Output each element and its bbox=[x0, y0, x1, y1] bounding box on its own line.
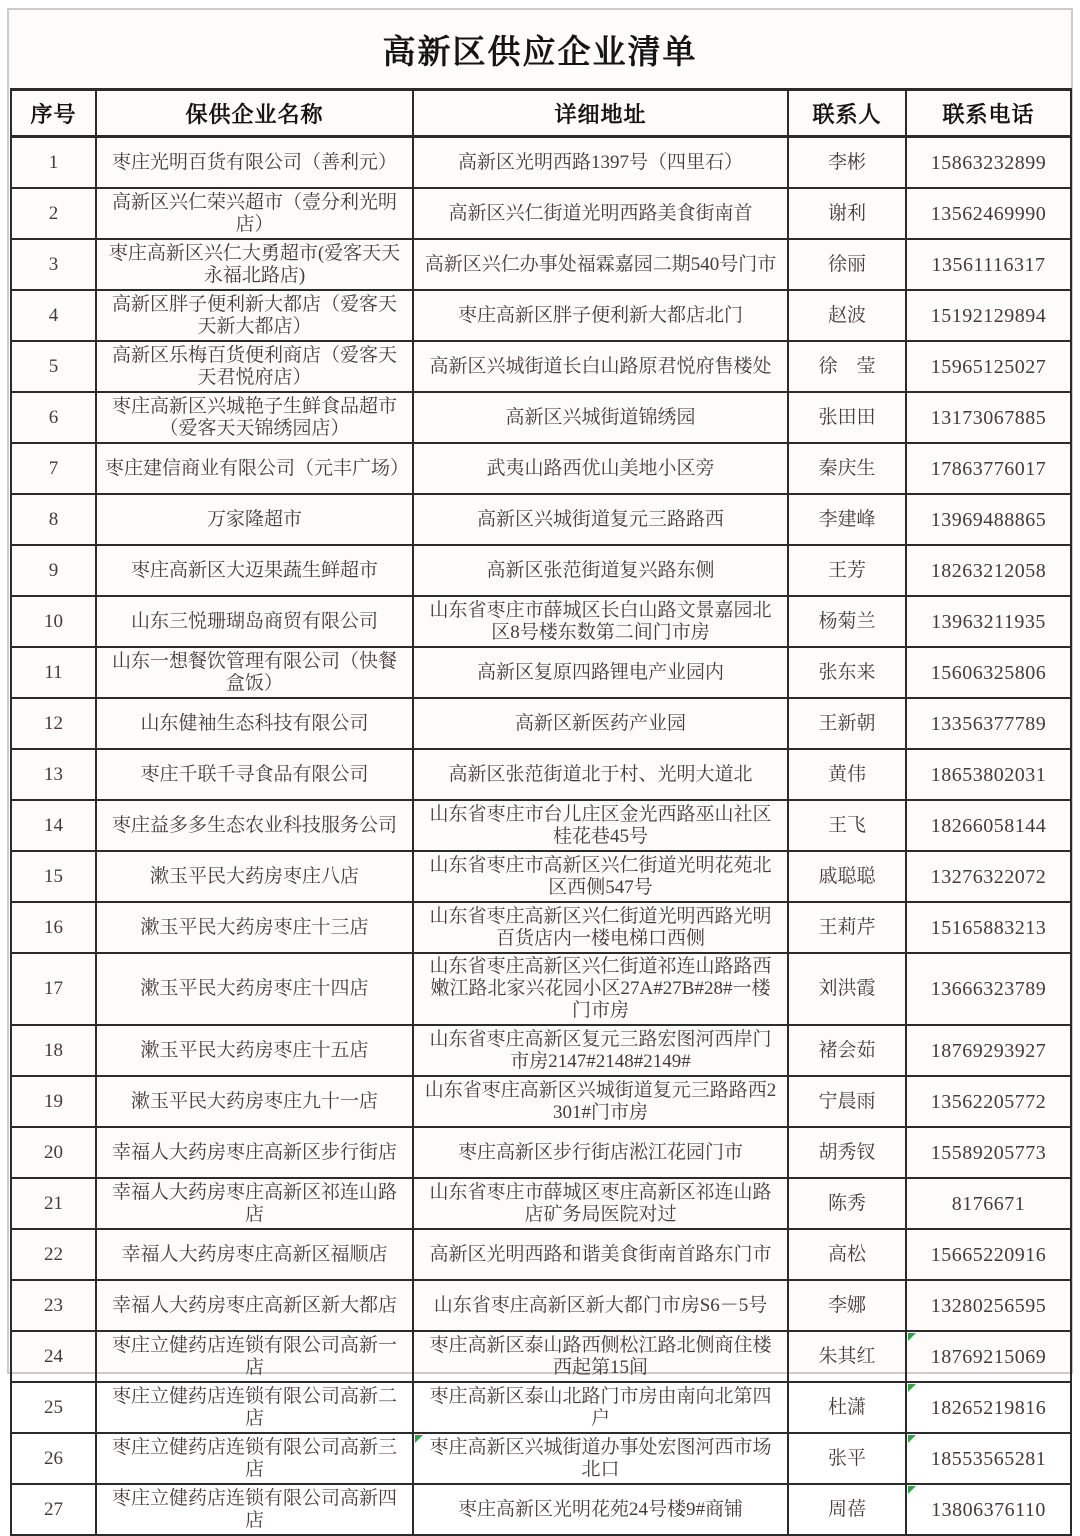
company-address-cell: 高新区新医药产业园 bbox=[413, 698, 788, 749]
contact-phone-cell: 15665220916 bbox=[906, 1229, 1071, 1280]
contact-person-cell: 周蓓 bbox=[788, 1484, 906, 1535]
table-row bbox=[11, 545, 1071, 596]
company-name-cell: 高新区兴仁荣兴超市（壹分利光明店） bbox=[96, 188, 413, 239]
company-name-cell: 枣庄立健药店连锁有限公司高新四店 bbox=[96, 1484, 413, 1535]
row-serial-number: 8 bbox=[11, 494, 96, 545]
contact-phone-cell: 18653802031 bbox=[906, 749, 1071, 800]
row-serial-number: 27 bbox=[11, 1484, 96, 1535]
contact-phone-cell: 13969488865 bbox=[906, 494, 1071, 545]
company-address-cell: 枣庄高新区泰山路西侧松江路北侧商住楼西起第15间 bbox=[413, 1331, 788, 1382]
company-name-cell: 枣庄益多多生态农业科技服务公司 bbox=[96, 800, 413, 851]
table-row bbox=[11, 851, 1071, 902]
header-contact-person: 联系人 bbox=[788, 90, 906, 137]
row-serial-number: 12 bbox=[11, 698, 96, 749]
row-serial-number: 6 bbox=[11, 392, 96, 443]
contact-person-cell: 王新朝 bbox=[788, 698, 906, 749]
row-serial-number: 14 bbox=[11, 800, 96, 851]
row-serial-number: 4 bbox=[11, 290, 96, 341]
excel-error-mark bbox=[415, 1435, 423, 1443]
contact-phone-cell: 13173067885 bbox=[906, 392, 1071, 443]
table-row bbox=[11, 1127, 1071, 1178]
contact-phone-cell: 15863232899 bbox=[906, 137, 1071, 189]
table-row bbox=[11, 1484, 1071, 1535]
excel-error-mark bbox=[908, 1486, 916, 1494]
contact-person-cell: 张东来 bbox=[788, 647, 906, 698]
company-name-cell: 漱玉平民大药房枣庄八店 bbox=[96, 851, 413, 902]
company-address-cell: 山东省枣庄市薛城区长白山路文景嘉园北区8号楼东数第二间门市房 bbox=[413, 596, 788, 647]
contact-phone-cell: 18769293927 bbox=[906, 1025, 1071, 1076]
company-name-cell: 漱玉平民大药房枣庄十五店 bbox=[96, 1025, 413, 1076]
contact-phone-cell: 18553565281 bbox=[906, 1433, 1071, 1484]
table-row bbox=[11, 1382, 1071, 1433]
company-name-cell: 枣庄高新区大迈果蔬生鲜超市 bbox=[96, 545, 413, 596]
table-row bbox=[11, 392, 1071, 443]
excel-error-mark bbox=[908, 1333, 916, 1341]
company-name-cell: 枣庄光明百货有限公司（善利元） bbox=[96, 137, 413, 189]
row-serial-number: 16 bbox=[11, 902, 96, 953]
company-address-cell: 山东省枣庄市台儿庄区金光西路巫山社区桂花巷45号 bbox=[413, 800, 788, 851]
contact-phone-cell: 13276322072 bbox=[906, 851, 1071, 902]
row-serial-number: 23 bbox=[11, 1280, 96, 1331]
contact-phone-cell: 13561116317 bbox=[906, 239, 1071, 290]
contact-person-cell: 徐 莹 bbox=[788, 341, 906, 392]
contact-person-cell: 李彬 bbox=[788, 137, 906, 189]
company-address-cell: 高新区张范街道北于村、光明大道北 bbox=[413, 749, 788, 800]
table-header bbox=[11, 90, 1071, 137]
row-serial-number: 7 bbox=[11, 443, 96, 494]
header-serial-number: 序号 bbox=[11, 90, 96, 137]
company-name-cell: 幸福人大药房枣庄高新区新大都店 bbox=[96, 1280, 413, 1331]
row-serial-number: 9 bbox=[11, 545, 96, 596]
contact-person-cell: 李娜 bbox=[788, 1280, 906, 1331]
table-row bbox=[11, 953, 1071, 1025]
contact-person-cell: 谢利 bbox=[788, 188, 906, 239]
table-row bbox=[11, 800, 1071, 851]
company-name-cell: 高新区胖子便利新大都店（爱客天天新大都店） bbox=[96, 290, 413, 341]
contact-person-cell: 秦庆生 bbox=[788, 443, 906, 494]
table-row bbox=[11, 596, 1071, 647]
page-title: 高新区供应企业清单 bbox=[382, 35, 698, 71]
company-address-cell: 高新区兴仁办事处福霖嘉园二期540号门市 bbox=[413, 239, 788, 290]
company-address-cell: 山东省枣庄高新区复元三路宏图河西岸门市房2147#2148#2149# bbox=[413, 1025, 788, 1076]
contact-person-cell: 胡秀钗 bbox=[788, 1127, 906, 1178]
company-address-cell: 高新区兴城街道复元三路路西 bbox=[413, 494, 788, 545]
company-name-cell: 幸福人大药房枣庄高新区福顺店 bbox=[96, 1229, 413, 1280]
contact-person-cell: 王莉芹 bbox=[788, 902, 906, 953]
table-row bbox=[11, 239, 1071, 290]
contact-person-cell: 李建峰 bbox=[788, 494, 906, 545]
company-name-cell: 枣庄立健药店连锁有限公司高新二店 bbox=[96, 1382, 413, 1433]
company-name-cell: 漱玉平民大药房枣庄十三店 bbox=[96, 902, 413, 953]
company-address-cell: 高新区兴城街道锦绣园 bbox=[413, 392, 788, 443]
company-name-cell: 漱玉平民大药房枣庄十四店 bbox=[96, 953, 413, 1025]
contact-person-cell: 王飞 bbox=[788, 800, 906, 851]
row-serial-number: 3 bbox=[11, 239, 96, 290]
company-address-cell: 山东省枣庄高新区兴仁街道祁连山路路西嫩江路北家兴花园小区27A#27B#28#一楼门市房 bbox=[413, 953, 788, 1025]
contact-person-cell: 王芳 bbox=[788, 545, 906, 596]
company-address-cell: 枣庄高新区兴城街道办事处宏图河西市场北口 bbox=[413, 1433, 788, 1484]
company-address-cell: 山东省枣庄高新区新大都门市房S6－5号 bbox=[413, 1280, 788, 1331]
company-address-cell: 枣庄高新区光明花苑24号楼9#商铺 bbox=[413, 1484, 788, 1535]
table-row bbox=[11, 902, 1071, 953]
row-serial-number: 5 bbox=[11, 341, 96, 392]
contact-person-cell: 黄伟 bbox=[788, 749, 906, 800]
excel-error-mark bbox=[908, 1435, 916, 1443]
contact-phone-cell: 17863776017 bbox=[906, 443, 1071, 494]
company-name-cell: 枣庄千联千寻食品有限公司 bbox=[96, 749, 413, 800]
company-name-cell: 漱玉平民大药房枣庄九十一店 bbox=[96, 1076, 413, 1127]
company-name-cell: 枣庄建信商业有限公司（元丰广场） bbox=[96, 443, 413, 494]
company-address-cell: 山东省枣庄高新区兴仁街道光明西路光明百货店内一楼电梯口西侧 bbox=[413, 902, 788, 953]
header-row bbox=[11, 90, 1071, 137]
company-name-cell: 山东三悦珊瑚岛商贸有限公司 bbox=[96, 596, 413, 647]
row-serial-number: 19 bbox=[11, 1076, 96, 1127]
contact-phone-cell: 13356377789 bbox=[906, 698, 1071, 749]
contact-phone-cell: 15165883213 bbox=[906, 902, 1071, 953]
table-row bbox=[11, 749, 1071, 800]
table-row bbox=[11, 1331, 1071, 1382]
table-row bbox=[11, 1280, 1071, 1331]
company-name-cell: 山东一想餐饮管理有限公司（快餐盒饭） bbox=[96, 647, 413, 698]
contact-phone-cell: 18266058144 bbox=[906, 800, 1071, 851]
company-address-cell: 高新区光明西路1397号（四里石） bbox=[413, 137, 788, 189]
contact-person-cell: 徐丽 bbox=[788, 239, 906, 290]
company-name-cell: 枣庄高新区兴城艳子生鲜食品超市（爱客天天锦绣园店） bbox=[96, 392, 413, 443]
contact-phone-cell: 8176671 bbox=[906, 1178, 1071, 1229]
contact-phone-cell: 13562469990 bbox=[906, 188, 1071, 239]
table-row bbox=[11, 494, 1071, 545]
contact-phone-cell: 13562205772 bbox=[906, 1076, 1071, 1127]
contact-phone-cell: 15589205773 bbox=[906, 1127, 1071, 1178]
company-address-cell: 武夷山路西优山美地小区旁 bbox=[413, 443, 788, 494]
contact-person-cell: 张平 bbox=[788, 1433, 906, 1484]
contact-person-cell: 杜潇 bbox=[788, 1382, 906, 1433]
contact-phone-cell: 18265219816 bbox=[906, 1382, 1071, 1433]
contact-phone-cell: 13806376110 bbox=[906, 1484, 1071, 1535]
table-row bbox=[11, 290, 1071, 341]
header-contact-phone: 联系电话 bbox=[906, 90, 1071, 137]
header-address: 详细地址 bbox=[413, 90, 788, 137]
contact-phone-cell: 13666323789 bbox=[906, 953, 1071, 1025]
contact-person-cell: 赵波 bbox=[788, 290, 906, 341]
row-serial-number: 26 bbox=[11, 1433, 96, 1484]
table-row bbox=[11, 1229, 1071, 1280]
contact-person-cell: 褚会茹 bbox=[788, 1025, 906, 1076]
company-address-cell: 高新区复原四路锂电产业园内 bbox=[413, 647, 788, 698]
table-row bbox=[11, 647, 1071, 698]
company-address-cell: 枣庄高新区胖子便利新大都店北门 bbox=[413, 290, 788, 341]
company-address-cell: 高新区张范街道复兴路东侧 bbox=[413, 545, 788, 596]
table-row bbox=[11, 137, 1071, 189]
contact-phone-cell: 15606325806 bbox=[906, 647, 1071, 698]
contact-person-cell: 宁晨雨 bbox=[788, 1076, 906, 1127]
row-serial-number: 20 bbox=[11, 1127, 96, 1178]
contact-phone-cell: 15192129894 bbox=[906, 290, 1071, 341]
company-name-cell: 枣庄立健药店连锁有限公司高新三店 bbox=[96, 1433, 413, 1484]
company-name-cell: 枣庄高新区兴仁大勇超市(爱客天天永福北路店) bbox=[96, 239, 413, 290]
table-row bbox=[11, 1076, 1071, 1127]
header-company-name: 保供企业名称 bbox=[96, 90, 413, 137]
company-address-cell: 高新区兴城街道长白山路原君悦府售楼处 bbox=[413, 341, 788, 392]
row-serial-number: 17 bbox=[11, 953, 96, 1025]
contact-person-cell: 朱其红 bbox=[788, 1331, 906, 1382]
company-address-cell: 高新区兴仁街道光明西路美食街南首 bbox=[413, 188, 788, 239]
contact-person-cell: 陈秀 bbox=[788, 1178, 906, 1229]
contact-person-cell: 张田田 bbox=[788, 392, 906, 443]
table-row bbox=[11, 698, 1071, 749]
row-serial-number: 24 bbox=[11, 1331, 96, 1382]
contact-person-cell: 戚聪聪 bbox=[788, 851, 906, 902]
contact-phone-cell: 18769215069 bbox=[906, 1331, 1071, 1382]
table-row bbox=[11, 1025, 1071, 1076]
company-address-cell: 山东省枣庄市高新区兴仁街道光明花苑北区西侧547号 bbox=[413, 851, 788, 902]
row-serial-number: 21 bbox=[11, 1178, 96, 1229]
contact-phone-cell: 15965125027 bbox=[906, 341, 1071, 392]
company-address-cell: 山东省枣庄市薛城区枣庄高新区祁连山路店矿务局医院对过 bbox=[413, 1178, 788, 1229]
row-serial-number: 10 bbox=[11, 596, 96, 647]
row-serial-number: 22 bbox=[11, 1229, 96, 1280]
table-row bbox=[11, 1433, 1071, 1484]
company-address-cell: 枣庄高新区步行街店淞江花园门市 bbox=[413, 1127, 788, 1178]
contact-person-cell: 杨菊兰 bbox=[788, 596, 906, 647]
table-row bbox=[11, 1178, 1071, 1229]
contact-person-cell: 刘洪霞 bbox=[788, 953, 906, 1025]
row-serial-number: 15 bbox=[11, 851, 96, 902]
company-name-cell: 山东健袖生态科技有限公司 bbox=[96, 698, 413, 749]
company-name-cell: 高新区乐梅百货便利商店（爱客天天君悦府店） bbox=[96, 341, 413, 392]
table-body bbox=[11, 137, 1071, 1536]
company-name-cell: 幸福人大药房枣庄高新区祁连山路店 bbox=[96, 1178, 413, 1229]
company-name-cell: 枣庄立健药店连锁有限公司高新一店 bbox=[96, 1331, 413, 1382]
contact-phone-cell: 18263212058 bbox=[906, 545, 1071, 596]
row-serial-number: 11 bbox=[11, 647, 96, 698]
company-address-cell: 高新区光明西路和谐美食街南首路东门市 bbox=[413, 1229, 788, 1280]
company-address-cell: 山东省枣庄高新区兴城街道复元三路路西2301#门市房 bbox=[413, 1076, 788, 1127]
table-row bbox=[11, 443, 1071, 494]
company-address-cell: 枣庄高新区泰山北路门市房由南向北第四户 bbox=[413, 1382, 788, 1433]
contact-phone-cell: 13963211935 bbox=[906, 596, 1071, 647]
table-row bbox=[11, 188, 1071, 239]
row-serial-number: 1 bbox=[11, 137, 96, 189]
contact-person-cell: 高松 bbox=[788, 1229, 906, 1280]
row-serial-number: 18 bbox=[11, 1025, 96, 1076]
company-name-cell: 万家隆超市 bbox=[96, 494, 413, 545]
row-serial-number: 13 bbox=[11, 749, 96, 800]
contact-phone-cell: 13280256595 bbox=[906, 1280, 1071, 1331]
supplier-table bbox=[10, 88, 1072, 1536]
company-name-cell: 幸福人大药房枣庄高新区步行街店 bbox=[96, 1127, 413, 1178]
table-row bbox=[11, 341, 1071, 392]
row-serial-number: 2 bbox=[11, 188, 96, 239]
excel-error-mark bbox=[908, 1384, 916, 1392]
row-serial-number: 25 bbox=[11, 1382, 96, 1433]
